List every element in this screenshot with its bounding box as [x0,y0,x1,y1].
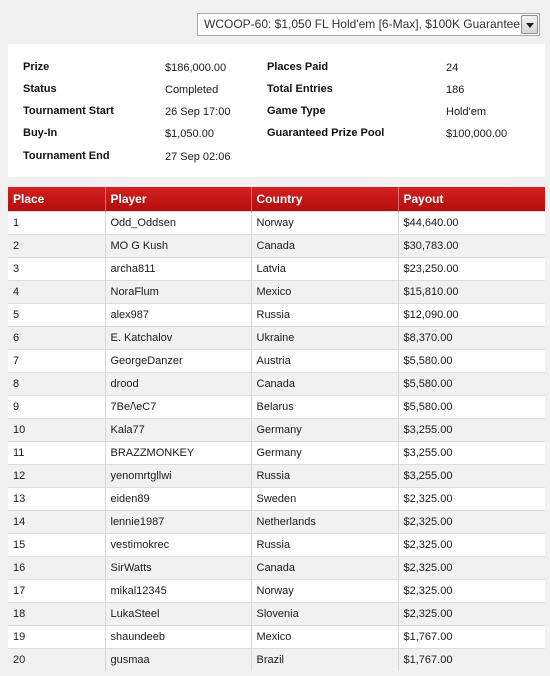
status-value: Completed [165,84,219,96]
place-cell: 20 [8,648,105,671]
place-cell: 4 [8,280,105,303]
player-cell: GeorgeDanzer [105,349,251,372]
prize-value: $186,000.00 [165,62,227,74]
tournament-end-value: 27 Sep 02:06 [165,151,231,163]
payout-cell: $30,783.00 [398,234,545,257]
table-row[interactable] [8,625,545,648]
place-cell: 1 [8,211,105,234]
country-cell: Mexico [251,625,398,648]
column-header-payout[interactable]: Payout [403,191,444,206]
top-bar [0,0,550,44]
player-cell: 7Be/\eC7 [105,395,251,418]
player-cell: shaundeeb [105,625,251,648]
tournament-end-label: Tournament End [23,150,110,162]
player-cell: vestimokrec [105,533,251,556]
table-row[interactable] [8,648,545,671]
country-cell: Mexico [251,280,398,303]
table-row[interactable] [8,326,545,349]
buy-in-value: $1,050.00 [165,128,214,140]
guaranteed-prize-pool-value: $100,000.00 [446,128,508,140]
total-entries-label: Total Entries [267,83,333,95]
player-cell: Kala77 [105,418,251,441]
payout-cell: $8,370.00 [398,326,545,349]
payout-cell: $3,255.00 [398,441,545,464]
place-cell: 10 [8,418,105,441]
country-cell: Russia [251,533,398,556]
table-row[interactable] [8,395,545,418]
country-cell: Latvia [251,257,398,280]
player-cell: yenomrtgllwi [105,464,251,487]
country-cell: Austria [251,349,398,372]
place-cell: 12 [8,464,105,487]
table-row[interactable] [8,441,545,464]
tournament-select[interactable] [197,13,540,36]
payout-cell: $2,325.00 [398,533,545,556]
payout-cell: $1,767.00 [398,648,545,671]
table-row[interactable] [8,349,545,372]
country-cell: Germany [251,418,398,441]
country-cell: Brazil [251,648,398,671]
place-cell: 16 [8,556,105,579]
place-cell: 19 [8,625,105,648]
player-cell: LukaSteel [105,602,251,625]
player-cell: Odd_Oddsen [105,211,251,234]
country-cell: Belarus [251,395,398,418]
player-cell: eiden89 [105,487,251,510]
table-row[interactable] [8,372,545,395]
country-cell: Germany [251,441,398,464]
player-cell: archa811 [105,257,251,280]
column-header-country[interactable]: Country [251,187,398,211]
table-row[interactable] [8,418,545,441]
total-entries-value: 186 [446,84,465,96]
player-cell: drood [105,372,251,395]
country-cell: Norway [251,211,398,234]
country-cell: Ukraine [251,326,398,349]
table-row[interactable] [8,556,545,579]
places-paid-value: 24 [446,62,459,74]
table-row[interactable] [8,257,545,280]
payout-cell: $2,325.00 [398,487,545,510]
table-row[interactable] [8,303,545,326]
table-row[interactable] [8,533,545,556]
place-cell: 8 [8,372,105,395]
results-header-row [8,187,545,211]
results-table [8,187,545,671]
table-row[interactable] [8,211,545,234]
place-cell: 7 [8,349,105,372]
table-row[interactable] [8,464,545,487]
guaranteed-prize-pool-label: Guaranteed Prize Pool [267,127,385,139]
payout-cell: $2,325.00 [398,556,545,579]
payout-cell: $12,090.00 [398,303,545,326]
player-cell: MO G Kush [105,234,251,257]
place-cell: 3 [8,257,105,280]
chevron-down-icon[interactable] [521,15,538,34]
payout-cell: $3,255.00 [398,418,545,441]
payout-cell: $15,810.00 [398,280,545,303]
table-row[interactable] [8,602,545,625]
payout-cell: $44,640.00 [398,211,545,234]
place-cell: 17 [8,579,105,602]
prize-label: Prize [23,61,50,73]
country-cell: Slovenia [251,602,398,625]
place-cell: 18 [8,602,105,625]
table-row[interactable] [8,510,545,533]
place-cell: 11 [8,441,105,464]
column-header-place[interactable]: Place [8,187,105,211]
country-cell: Russia [251,464,398,487]
place-cell: 6 [8,326,105,349]
payout-cell: $1,767.00 [398,625,545,648]
player-cell: SirWatts [105,556,251,579]
place-cell: 13 [8,487,105,510]
player-cell: BRAZZMONKEY [105,441,251,464]
place-cell: 14 [8,510,105,533]
player-cell: gusmaa [105,648,251,671]
payout-cell: $5,580.00 [398,395,545,418]
tournament-start-label: Tournament Start [23,105,114,117]
tournament-info-panel [8,44,545,177]
place-cell: 15 [8,533,105,556]
country-cell: Russia [251,303,398,326]
payout-cell: $2,325.00 [398,602,545,625]
column-header-player[interactable]: Player [105,187,251,211]
place-cell: 2 [8,234,105,257]
game-type-label: Game Type [267,105,326,117]
player-cell: E. Katchalov [105,326,251,349]
table-row[interactable] [8,579,545,602]
table-row[interactable] [8,280,545,303]
table-row[interactable] [8,234,545,257]
place-cell: 5 [8,303,105,326]
payout-cell: $5,580.00 [398,349,545,372]
status-label: Status [23,83,57,95]
places-paid-label: Places Paid [267,61,329,73]
player-cell: alex987 [105,303,251,326]
payout-cell: $5,580.00 [398,372,545,395]
country-cell: Canada [251,234,398,257]
payout-cell: $2,325.00 [398,510,545,533]
payout-cell: $2,325.00 [398,579,545,602]
game-type-value: Hold'em [446,106,487,118]
country-cell: Sweden [251,487,398,510]
tournament-start-value: 26 Sep 17:00 [165,106,231,118]
country-cell: Canada [251,372,398,395]
country-cell: Canada [251,556,398,579]
place-cell: 9 [8,395,105,418]
payout-cell: $23,250.00 [398,257,545,280]
player-cell: lennie1987 [105,510,251,533]
payout-cell: $3,255.00 [398,464,545,487]
buy-in-label: Buy-In [23,127,58,139]
table-row[interactable] [8,487,545,510]
tournament-select-value: WCOOP-60: $1,050 FL Hold'em [6-Max], $100K Guarantee [204,17,520,31]
player-cell: NoraFlum [105,280,251,303]
country-cell: Netherlands [251,510,398,533]
country-cell: Norway [251,579,398,602]
player-cell: mikal12345 [105,579,251,602]
